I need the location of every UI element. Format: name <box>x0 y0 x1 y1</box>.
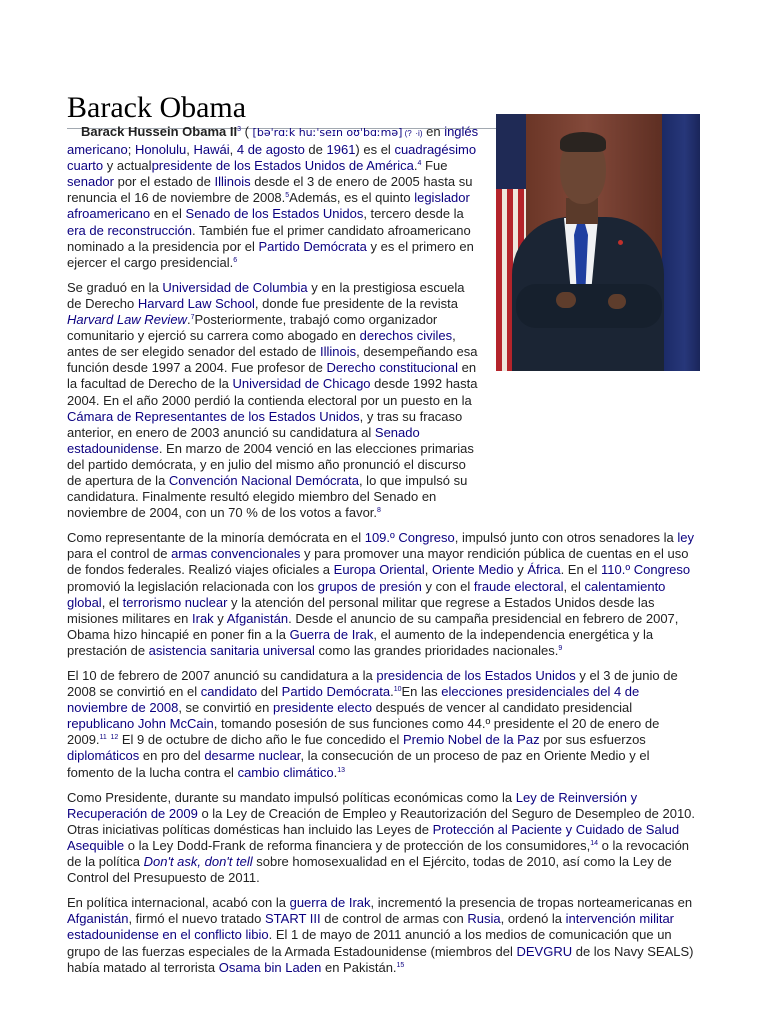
paragraph-education: Se graduó en la Universidad de Columbia y en la prestigiosa escuela de Derecho Harvard Law School, donde fue presidente de la revista Harvard Law Review.$^7$Posteriormente, trabajó como organizador comunitario y ejerció su carrera como abogado en derechos civiles, antes de ser elegido senador del estado de Illinois, desempeñando esa función desde 1997 a 2004. Fue profesor de Derecho constitucional en la facultad de Derecho de la Universidad de Chicago desde 1992 hasta 2004. En el año 2000 perdió la contienda electoral por un puesto en la Cámara de Representantes de los Estados Unidos, y tras su fracaso anterior, en enero de 2003 anunció su candidatura al Senado estadounidense. En marzo de 2004 venció en las elecciones primarias del partido demócrata, y en julio del mismo año pronunció el discurso de apertura de la Convención Nacional Demócrata, lo que impulsó su candidatura. Finalmente resultó elegido miembro del Senado en noviembre de 2004, con un 70 % de los votos a favor.$^8$ <box>67 279 478 521</box>
link-ley[interactable]: ley <box>677 530 694 546</box>
link-convencion-nacional-democrata[interactable]: Convención Nacional Demócrata <box>168 472 359 488</box>
link-110-congreso[interactable]: 110.º Congreso <box>601 562 691 578</box>
link-universidad-chicago[interactable]: Universidad de Chicago <box>232 376 371 392</box>
link-presidente-electo[interactable]: presidente electo <box>272 700 372 716</box>
ref-11[interactable]: 11 <box>99 734 107 742</box>
link-1961[interactable]: 1961 <box>326 142 356 158</box>
link-rusia[interactable]: Rusia <box>467 911 501 927</box>
link-honolulu[interactable]: Honolulu <box>134 142 187 158</box>
audio-icon[interactable]: ·i) <box>415 129 423 138</box>
link-terrorismo-nuclear[interactable]: terrorismo nuclear <box>122 594 228 610</box>
link-diplomaticos[interactable]: diplomáticos <box>67 748 140 764</box>
link-presidencia-eeuu[interactable]: presidencia de los Estados Unidos <box>376 668 576 683</box>
paragraph-presidency-campaign: El 10 de febrero de 2007 anunció su candidatura a la presidencia de los Estados Unidos y el 3 de junio de 2008 se convirtió en el candidato del Partido Demócrata.$^{10}$En las elecciones presidenciales del 4 de noviembre de 2008, se convirtió en presidente electo después de vencer al candidato presidencial republicano John McCain, tomando posesión de sus funciones como 44.º presidente el 20 de enero de 2009.11 $^{12}$ El 9 de octubre de dicho año le fue concedido el Premio Nobel de la Paz por sus esfuerzos diplomáticos en pro del desarme nuclear, la consecución de un proceso de paz en Oriente Medio y el fomento de la lucha contra el cambio climático.$^{13}$ <box>67 668 678 780</box>
paragraph-domestic-policy: Como Presidente, durante su mandato impulsó políticas económicas como la Ley de Reinversión y Recuperación de 2009 o la Ley de Creación de Empleo y Reautorización del Seguro de Desempleo de 2010. Otras iniciativas políticas domésticas han incluido las Leyes de Protección al Paciente y Cuidado de Salud Asequible o la Ley Dodd-Frank de reforma financiera y de protección de los consumidores,$^{14}$ o la revocación de la política Don't ask, don't tell sobre homosexualidad en el Ejército, todas de 2010, así como la Ley de Control del Presupuesto de 2011. <box>67 789 696 886</box>
link-africa[interactable]: África <box>527 562 561 578</box>
lead-name: Barack Hussein Obama II <box>81 124 238 139</box>
link-start-iii[interactable]: START III <box>265 911 321 927</box>
link-harvard-law-review[interactable]: Harvard Law Review <box>67 312 187 328</box>
link-derecho-constitucional[interactable]: Derecho constitucional <box>326 360 458 376</box>
link-109-congreso[interactable]: 109.º Congreso <box>364 530 455 546</box>
ref-12[interactable]: 12 <box>110 734 119 742</box>
link-guerra-irak-2[interactable]: guerra de Irak <box>289 895 371 911</box>
ref-4[interactable]: 4 <box>417 160 422 168</box>
link-john-mccain[interactable]: John McCain <box>137 716 214 732</box>
ref-6[interactable]: 6 <box>233 256 238 264</box>
ref-10[interactable]: 10 <box>393 686 402 694</box>
link-partido-democrata[interactable]: Partido Demócrata <box>258 238 367 254</box>
link-era-reconstruccion[interactable]: era de reconstrucción <box>67 222 193 238</box>
link-proteccion-paciente[interactable]: Protección al Paciente y Cuidado de Salud Asequible <box>67 821 680 853</box>
link-republicano[interactable]: republicano <box>67 716 135 732</box>
ref-3[interactable]: 3 <box>237 126 241 133</box>
link-illinois-2[interactable]: Illinois <box>319 344 357 360</box>
link-senado-estadounidense[interactable]: Senado estadounidense <box>67 424 420 456</box>
paragraph-senate: Como representante de la minoría demócrata en el 109.º Congreso, impulsó junto con otros senadores la ley para el control de armas convencionales y para promover una mayor rendición pública de cuentas en el uso de fondos federales. Realizó viajes oficiales a Europa Oriental, Oriente Medio y África. En el 110.º Congreso promovió la legislación relacionada con los grupos de presión y con el fraude electoral, el calentamiento global, el terrorismo nuclear y la atención del personal militar que regrese a Estados Unidos desde las misiones militares en Irak y Afganistán. Desde el anuncio de su campaña presidencial en febrero de 2007, Obama hizo hincapié en poner fin a la Guerra de Irak, el aumento de la independencia energética y la prestación de asistencia sanitaria universal como las grandes prioridades nacionales.$^9$ <box>67 530 694 658</box>
link-derechos-civiles[interactable]: derechos civiles <box>359 328 453 344</box>
ref-8[interactable]: 8 <box>377 507 381 515</box>
link-illinois[interactable]: Illinois <box>214 174 251 190</box>
link-presidente-eeuu[interactable]: presidente de los Estados Unidos de América <box>151 158 414 174</box>
link-intervencion-libia[interactable]: intervención militar estadounidense en el conflicto libio <box>67 911 675 943</box>
ipa-pronunciation: [bəˈrɑːk huːˈseɪn oʊˈbɑːmə] <box>252 126 403 139</box>
link-4-de-agosto[interactable]: 4 de agosto <box>236 142 305 158</box>
link-senador[interactable]: senador <box>67 174 114 190</box>
link-calentamiento-global[interactable]: calentamiento global <box>67 578 666 610</box>
link-armas-convencionales[interactable]: armas convencionales <box>171 546 301 562</box>
audio-link[interactable]: (? <box>402 129 412 138</box>
link-legislador-afroamericano[interactable]: legislador afroamericano <box>67 190 470 222</box>
ref-14[interactable]: 14 <box>590 839 598 847</box>
ref-13[interactable]: 13 <box>337 766 346 774</box>
ref-7[interactable]: 7 <box>190 314 195 322</box>
ref-5[interactable]: 5 <box>285 192 290 200</box>
link-camara-representantes[interactable]: Cámara de Representantes de los Estados Unidos <box>67 408 360 424</box>
link-afganistan[interactable]: Afganistán <box>226 610 289 626</box>
paragraph-foreign-policy: En política internacional, acabó con la guerra de Irak, incrementó la presencia de tropas norteamericanas en Afganistán, firmó el nuevo tratado START III de control de armas con Rusia, ordenó la intervención militar estadounidense en el conflicto libio. El 1 de mayo de 2011 anunció a los medios de comunicación que un grupo de las fuerzas especiales de la Armada Estadounidense (miembros del DEVGRU de los Navy SEALS) había matado al terrorista Osama bin Laden en Pakistán.$^{15}$ <box>67 895 694 975</box>
page-title: Barack Obama <box>67 88 700 129</box>
link-europa-oriental[interactable]: Europa Oriental <box>333 562 425 578</box>
link-irak[interactable]: Irak <box>192 610 214 626</box>
link-ingles-americano[interactable]: inglés americano <box>67 124 479 158</box>
link-senado-eeuu[interactable]: Senado de los Estados Unidos <box>185 206 364 222</box>
link-harvard-law-school[interactable]: Harvard Law School <box>137 295 255 311</box>
link-candidato[interactable]: candidato <box>200 684 258 700</box>
article-body <box>67 124 699 985</box>
link-cambio-climatico[interactable]: cambio climático <box>237 764 334 780</box>
link-desarme-nuclear[interactable]: desarme nuclear <box>204 748 301 764</box>
paragraph-intro: Barack Hussein Obama $II^3$ ( [bəˈrɑːk huːˈseɪn oʊˈbɑːmə] (? ·i) en inglés americano; Honolulu, Hawái, 4 de agosto de 1961) es el cuadragésimo cuarto y actualpresidente de los Estados Unidos de América.$^4$ Fue senador por el estado de Illinois desde el 3 de enero de 2005 hasta su renuncia el 16 de noviembre de 2008.$^5$Además, es el quinto legislador afroamericano en el Senado de los Estados Unidos, tercero desde la era de reconstrucción. También fue el primer candidato afroamericano nominado a la presidencia por el Partido Demócrata y es el primero en ejercer el cargo presidencial.$^6$ <box>67 124 479 270</box>
link-cuadragesimo-cuarto[interactable]: cuadragésimo cuarto <box>67 142 477 174</box>
link-afganistan-2[interactable]: Afganistán <box>67 911 129 927</box>
link-ley-reinversion[interactable]: Ley de Reinversión y Recuperación de 2009 <box>67 789 638 821</box>
ref-9[interactable]: 9 <box>558 644 563 652</box>
link-oriente-medio[interactable]: Oriente Medio <box>431 562 514 578</box>
link-premio-nobel-paz[interactable]: Premio Nobel de la Paz <box>403 732 540 748</box>
link-grupos-de-presion[interactable]: grupos de presión <box>317 578 422 594</box>
link-asistencia-sanitaria-universal[interactable]: asistencia sanitaria universal <box>148 642 315 658</box>
link-universidad-columbia[interactable]: Universidad de Columbia <box>162 279 308 295</box>
link-elecciones-2008[interactable]: elecciones presidenciales del 4 de noviembre de 2008 <box>67 684 640 716</box>
link-hawai[interactable]: Hawái <box>193 142 230 158</box>
link-guerra-de-irak[interactable]: Guerra de Irak <box>289 626 374 642</box>
ref-15[interactable]: 15 <box>396 961 405 969</box>
link-dont-ask-dont-tell[interactable]: Don't ask, don't tell <box>143 854 253 870</box>
link-osama-bin-laden[interactable]: Osama bin Laden <box>218 959 322 975</box>
link-devgru[interactable]: DEVGRU <box>516 943 573 959</box>
link-partido-democrata-2[interactable]: Partido Demócrata <box>281 684 391 700</box>
link-fraude-electoral[interactable]: fraude electoral <box>473 578 564 594</box>
